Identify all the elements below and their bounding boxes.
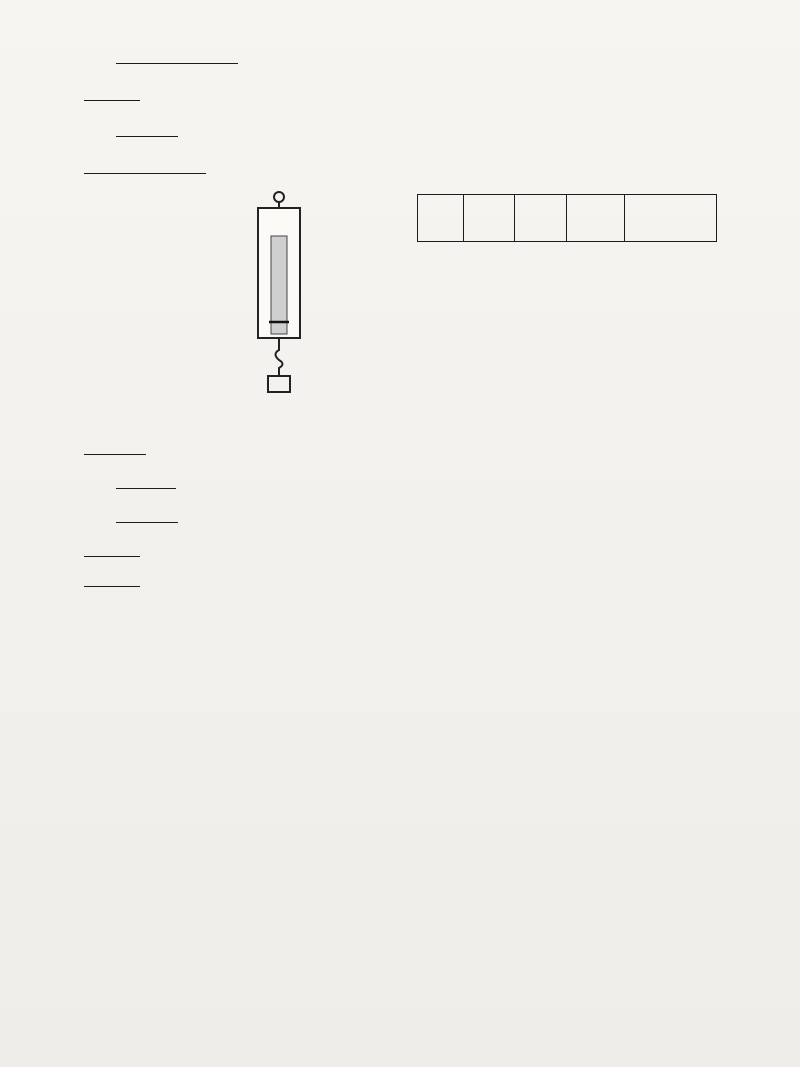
- q25-b-2: [84, 506, 752, 530]
- header-cell: [624, 195, 716, 242]
- blank-9: [116, 522, 178, 523]
- blank-7: [84, 454, 146, 455]
- blank-3: [84, 100, 140, 101]
- q25-sub-3-5: [84, 540, 752, 564]
- blank-4: [116, 136, 178, 137]
- header-cell: [418, 195, 464, 242]
- spring-scale-icon: [244, 190, 314, 395]
- blank-11: [84, 586, 140, 587]
- q23-line-1: [84, 48, 752, 70]
- q25: [84, 438, 752, 594]
- q25-a-1: [84, 472, 752, 496]
- blank-2: [176, 63, 238, 64]
- header-cell: [515, 195, 567, 242]
- blank-5: [84, 173, 144, 174]
- q24-line-2: [84, 158, 752, 180]
- figure-table-row: [84, 190, 752, 426]
- table-3: [417, 190, 717, 242]
- q24-line-1: [84, 121, 752, 143]
- blank-1: [116, 63, 176, 64]
- q25-sub-3-6: [84, 570, 752, 594]
- q25-sub-1-cont: [84, 438, 752, 462]
- lens-data-table: [417, 194, 717, 242]
- q23-line-2: [84, 85, 752, 107]
- header-cell: [463, 195, 515, 242]
- blank-8: [116, 488, 176, 489]
- blank-6: [144, 173, 206, 174]
- blank-10: [84, 556, 140, 557]
- header-cell: [566, 195, 624, 242]
- table-header-row: [418, 195, 717, 242]
